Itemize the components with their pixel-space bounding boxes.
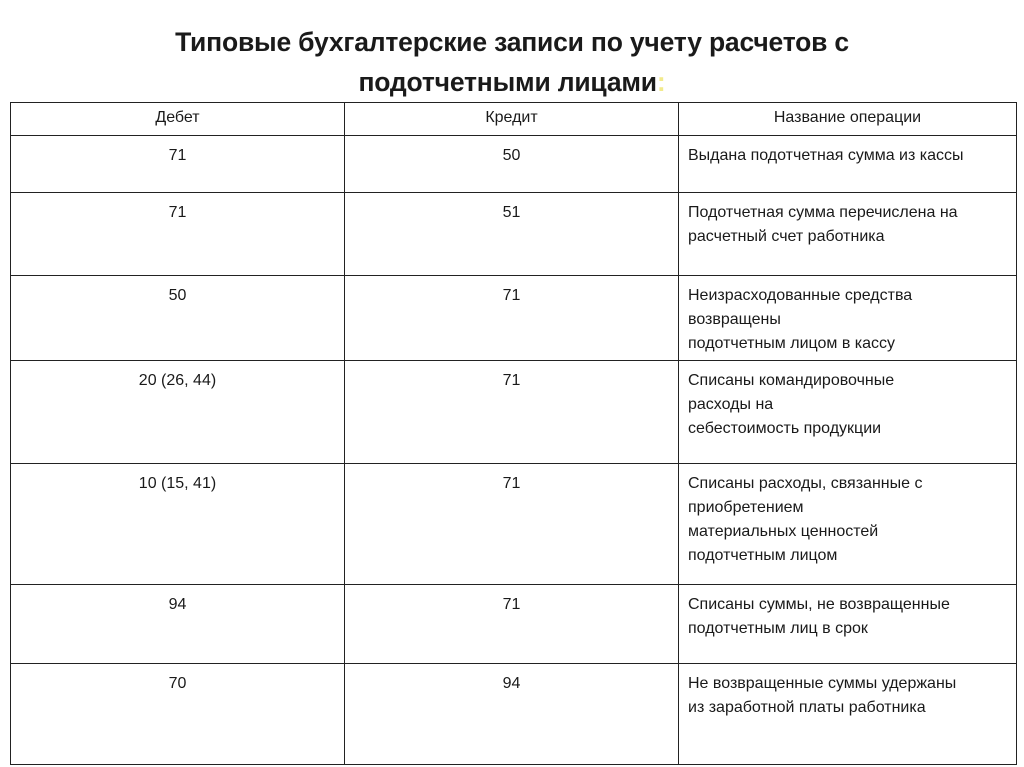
debit-cell: 20 (26, 44)	[11, 361, 345, 464]
debit-cell: 70	[11, 664, 345, 765]
operation-line: Списаны суммы, не возвращенные	[688, 596, 950, 613]
table-row	[11, 361, 1017, 464]
table-row	[11, 664, 1017, 765]
operation-line: возвращены	[688, 311, 781, 328]
slide-title	[60, 22, 964, 102]
header-row	[11, 103, 1017, 136]
debit-cell: 71	[11, 193, 345, 276]
operation-line: подотчетным лицом в кассу	[688, 335, 896, 352]
operation-line: приобретением	[688, 499, 804, 516]
accounting-entries-table	[10, 102, 1017, 765]
operation-line: расчетный счет работника	[688, 228, 885, 245]
operation-line: расходы на	[688, 396, 774, 413]
operation-line: материальных ценностей	[688, 523, 879, 540]
operation-cell	[679, 361, 1017, 464]
table-row	[11, 276, 1017, 361]
title-line-1: Типовые бухгалтерские записи по учету расчетов с	[175, 27, 849, 57]
operation-line: Не возвращенные суммы удержаны	[688, 675, 957, 692]
operation-line: подотчетным лиц в срок	[688, 620, 868, 637]
operation-line: из заработной платы работника	[688, 699, 926, 716]
table-row	[11, 136, 1017, 193]
operation-cell	[679, 464, 1017, 585]
operation-cell	[679, 664, 1017, 765]
table-row	[11, 585, 1017, 664]
title-line-2-text: подотчетными лицами	[358, 67, 657, 97]
debit-cell: 94	[11, 585, 345, 664]
header-operation: Название операции	[679, 103, 1017, 136]
debit-cell: 10 (15, 41)	[11, 464, 345, 585]
operation-cell	[679, 136, 1017, 193]
table-row	[11, 193, 1017, 276]
operation-line: Списаны командировочные	[688, 372, 895, 389]
operation-cell	[679, 276, 1017, 361]
operation-cell	[679, 193, 1017, 276]
title-line-2	[60, 62, 964, 102]
credit-cell: 71	[345, 464, 679, 585]
operation-line: подотчетным лицом	[688, 547, 838, 564]
operation-cell	[679, 585, 1017, 664]
credit-cell: 71	[345, 585, 679, 664]
operation-line: Списаны расходы, связанные с	[688, 475, 923, 492]
credit-cell: 71	[345, 361, 679, 464]
header-debit: Дебет	[11, 103, 345, 136]
credit-cell: 71	[345, 276, 679, 361]
operation-line: Подотчетная сумма перечислена на	[688, 204, 958, 221]
credit-cell: 51	[345, 193, 679, 276]
debit-cell: 71	[11, 136, 345, 193]
operation-line: Неизрасходованные средства	[688, 287, 913, 304]
title-colon: :	[656, 67, 666, 97]
credit-cell: 94	[345, 664, 679, 765]
table-row	[11, 464, 1017, 585]
operation-line: Выдана подотчетная сумма из кассы	[688, 147, 964, 164]
header-credit: Кредит	[345, 103, 679, 136]
operation-line: себестоимость продукции	[688, 420, 882, 437]
debit-cell: 50	[11, 276, 345, 361]
credit-cell: 50	[345, 136, 679, 193]
